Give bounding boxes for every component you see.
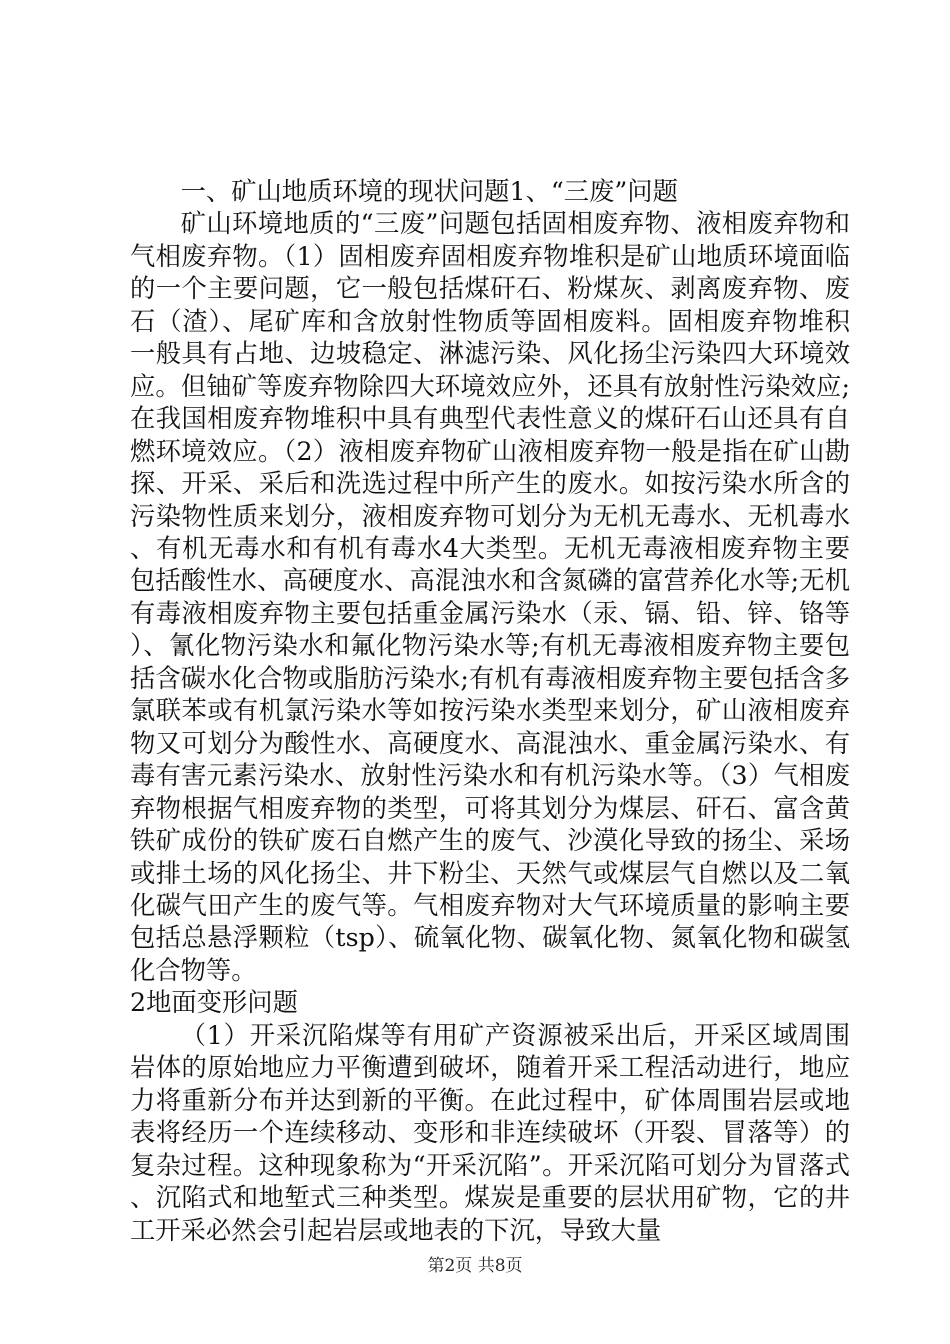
paragraph-three-wastes: 矿山环境地质的“三废”问题包括固相废弃物、液相废弃物和气相废弃物。（1）固相废弃固相废弃物堆积是矿山地质环境面临的一个主要问题，它一般包括煤矸石、粉煤灰、剥离废弃物、废石（渣）、尾矿库和含放射性物质等固相废料。固相废弃物堆积一般具有占地、边坡稳定、淋滤污染、风化扬尘污染四大环境效应。但铀矿等废弃物除四大环境效应外，还具有放射性污染效应;在我国相废弃物堆积中具有典型代表性意义的煤矸石山还具有自燃环境效应。（2）液相废弃物矿山液相废弃物一般是指在矿山勘探、开采、采后和洗选过程中所产生的废水。如按污染水所含的污染物性质来划分，液相废弃物可划分为无机无毒水、无机毒水、有机无毒水和有机有毒水4大类型。无机无毒液相废弃物主要包括酸性水、高硬度水、高混浊水和含氮磷的富营养化水等;无机有毒液相废弃物主要包括重金属污染水（汞、镉、铅、锌、铬等）、氰化物污染水和氟化物污染水等;有机无毒液相废弃物主要包括含碳水化合物或脂肪污染水;有机有毒液相废弃物主要包括含多氯联苯或有机氯污染水等如按污染水类型来划分，矿山液相废弃物又可划分为酸性水、高硬度水、高混浊水、重金属污染水、有毒有害元素污染水、放射性污染水和有机污染水等。（3）气相废弃物根据气相废弃物的类型，可将其划分为煤层、矸石、富含黄铁矿成份的铁矿废石自燃产生的废气、沙漠化导致的扬尘、采场或排土场的风化扬尘、井下粉尘、天然气或煤层气自燃以及二氧化碳气田产生的废气等。气相废弃物对大气环境质量的影响主要包括总悬浮颗粒（tsp）、硫氧化物、碳氧化物、氮氧化物和碳氢化合物等。	[130, 209, 850, 985]
section-heading: 一、矿山地质环境的现状问题1、“三废”问题	[180, 177, 678, 206]
page-number-footer: 第2页 共8页	[427, 1256, 523, 1276]
body-text	[130, 176, 850, 1247]
section-heading-ground-deformation: 2地面变形问题	[130, 988, 298, 1018]
paragraph-mining-subsidence: （1）开采沉陷煤等有用矿产资源被采出后，开采区域周围岩体的原始地应力平衡遭到破坏，随着开采工程活动进行，地应力将重新分布并达到新的平衡。在此过程中，矿体周围岩层或地表将经历一个连续移动、变形和非连续破坏（开裂、冒落等）的复杂过程。这种现象称为“开采沉陷”。开采沉陷可划分为冒落式、沉陷式和地堑式三种类型。煤炭是重要的层状用矿物，它的井工开采必然会引起岩层或地表的下沉，导致大量	[130, 1020, 850, 1245]
